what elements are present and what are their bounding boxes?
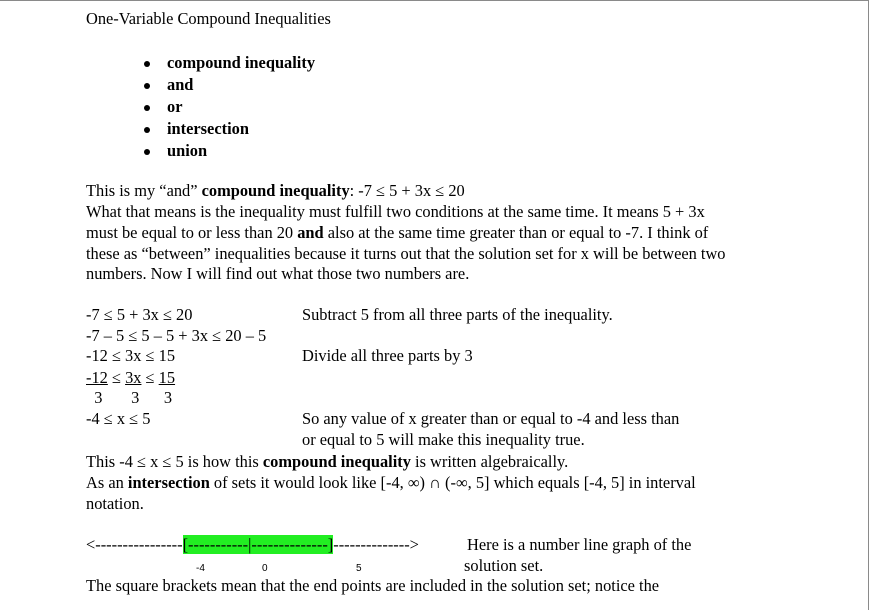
step-note-divide: Divide all three parts by 3	[302, 346, 473, 365]
list-item: intersection	[144, 118, 315, 140]
step-line-5-denominators: 3 3 3	[86, 388, 173, 407]
number-line-graph	[86, 535, 419, 556]
step-line-3: -12 ≤ 3x ≤ 15	[86, 346, 176, 365]
algebraic-line: This -4 ≤ x ≤ 5 is how this compound inequality is written algebraically.	[86, 452, 569, 471]
bullet-icon	[144, 61, 150, 67]
step-note-solution-2: or equal to 5 will make this inequality true.	[302, 430, 585, 449]
intersection-paragraph: As an intersection of sets it would look like [-4, ∞) ∩ (-∞, 5] which equals [-4, 5] in interval notation.	[86, 473, 696, 513]
number-line-caption-1: Here is a number line graph of the	[467, 535, 692, 554]
step-line-6: -4 ≤ x ≤ 5	[86, 409, 151, 428]
page-top-border	[0, 0, 868, 1]
step-line-1: -7 ≤ 5 + 3x ≤ 20	[86, 305, 193, 324]
explanation-paragraph: What that means is the inequality must fulfill two conditions at the same time. It means 5 + 3x must be equal to or less than 20 and also at the same time greater than or equal to -7. I think of these as “between” inequalities because it turns out that the solution set for x will be between two numbers. Now I will find out what those two numbers are.	[86, 202, 726, 284]
tick-label: 5	[356, 563, 362, 574]
bullet-icon	[144, 83, 150, 89]
tick-label: 0	[262, 563, 268, 574]
page-right-border	[868, 0, 869, 610]
list-item: compound inequality	[144, 52, 315, 74]
step-note-solution-1: So any value of x greater than or equal to -4 and less than	[302, 409, 680, 428]
step-note-subtract: Subtract 5 from all three parts of the inequality.	[302, 305, 613, 324]
closing-line: The square brackets mean that the end points are included in the solution set; notice the	[86, 576, 660, 595]
bullet-icon	[144, 105, 150, 111]
number-line-caption-2: solution set.	[464, 556, 544, 575]
list-item: union	[144, 140, 315, 162]
step-line-2: -7 – 5 ≤ 5 – 5 + 3x ≤ 20 – 5	[86, 326, 267, 345]
step-line-4-numerators: -12 ≤ 3x ≤ 15	[86, 368, 176, 387]
intro-line: This is my “and” compound inequality: -7 ≤ 5 + 3x ≤ 20	[86, 181, 465, 200]
solution-segment: [-----------|--------------]	[182, 535, 334, 554]
document-title: One-Variable Compound Inequalities	[86, 9, 331, 28]
bullet-icon	[144, 149, 150, 155]
tick-label: -4	[196, 563, 205, 574]
list-item: and	[144, 74, 315, 96]
bullet-icon	[144, 127, 150, 133]
left-arrow: <----------------	[86, 535, 183, 554]
list-item: or	[144, 96, 315, 118]
vocabulary-list	[144, 52, 315, 162]
right-arrow: -------------->	[333, 535, 419, 554]
